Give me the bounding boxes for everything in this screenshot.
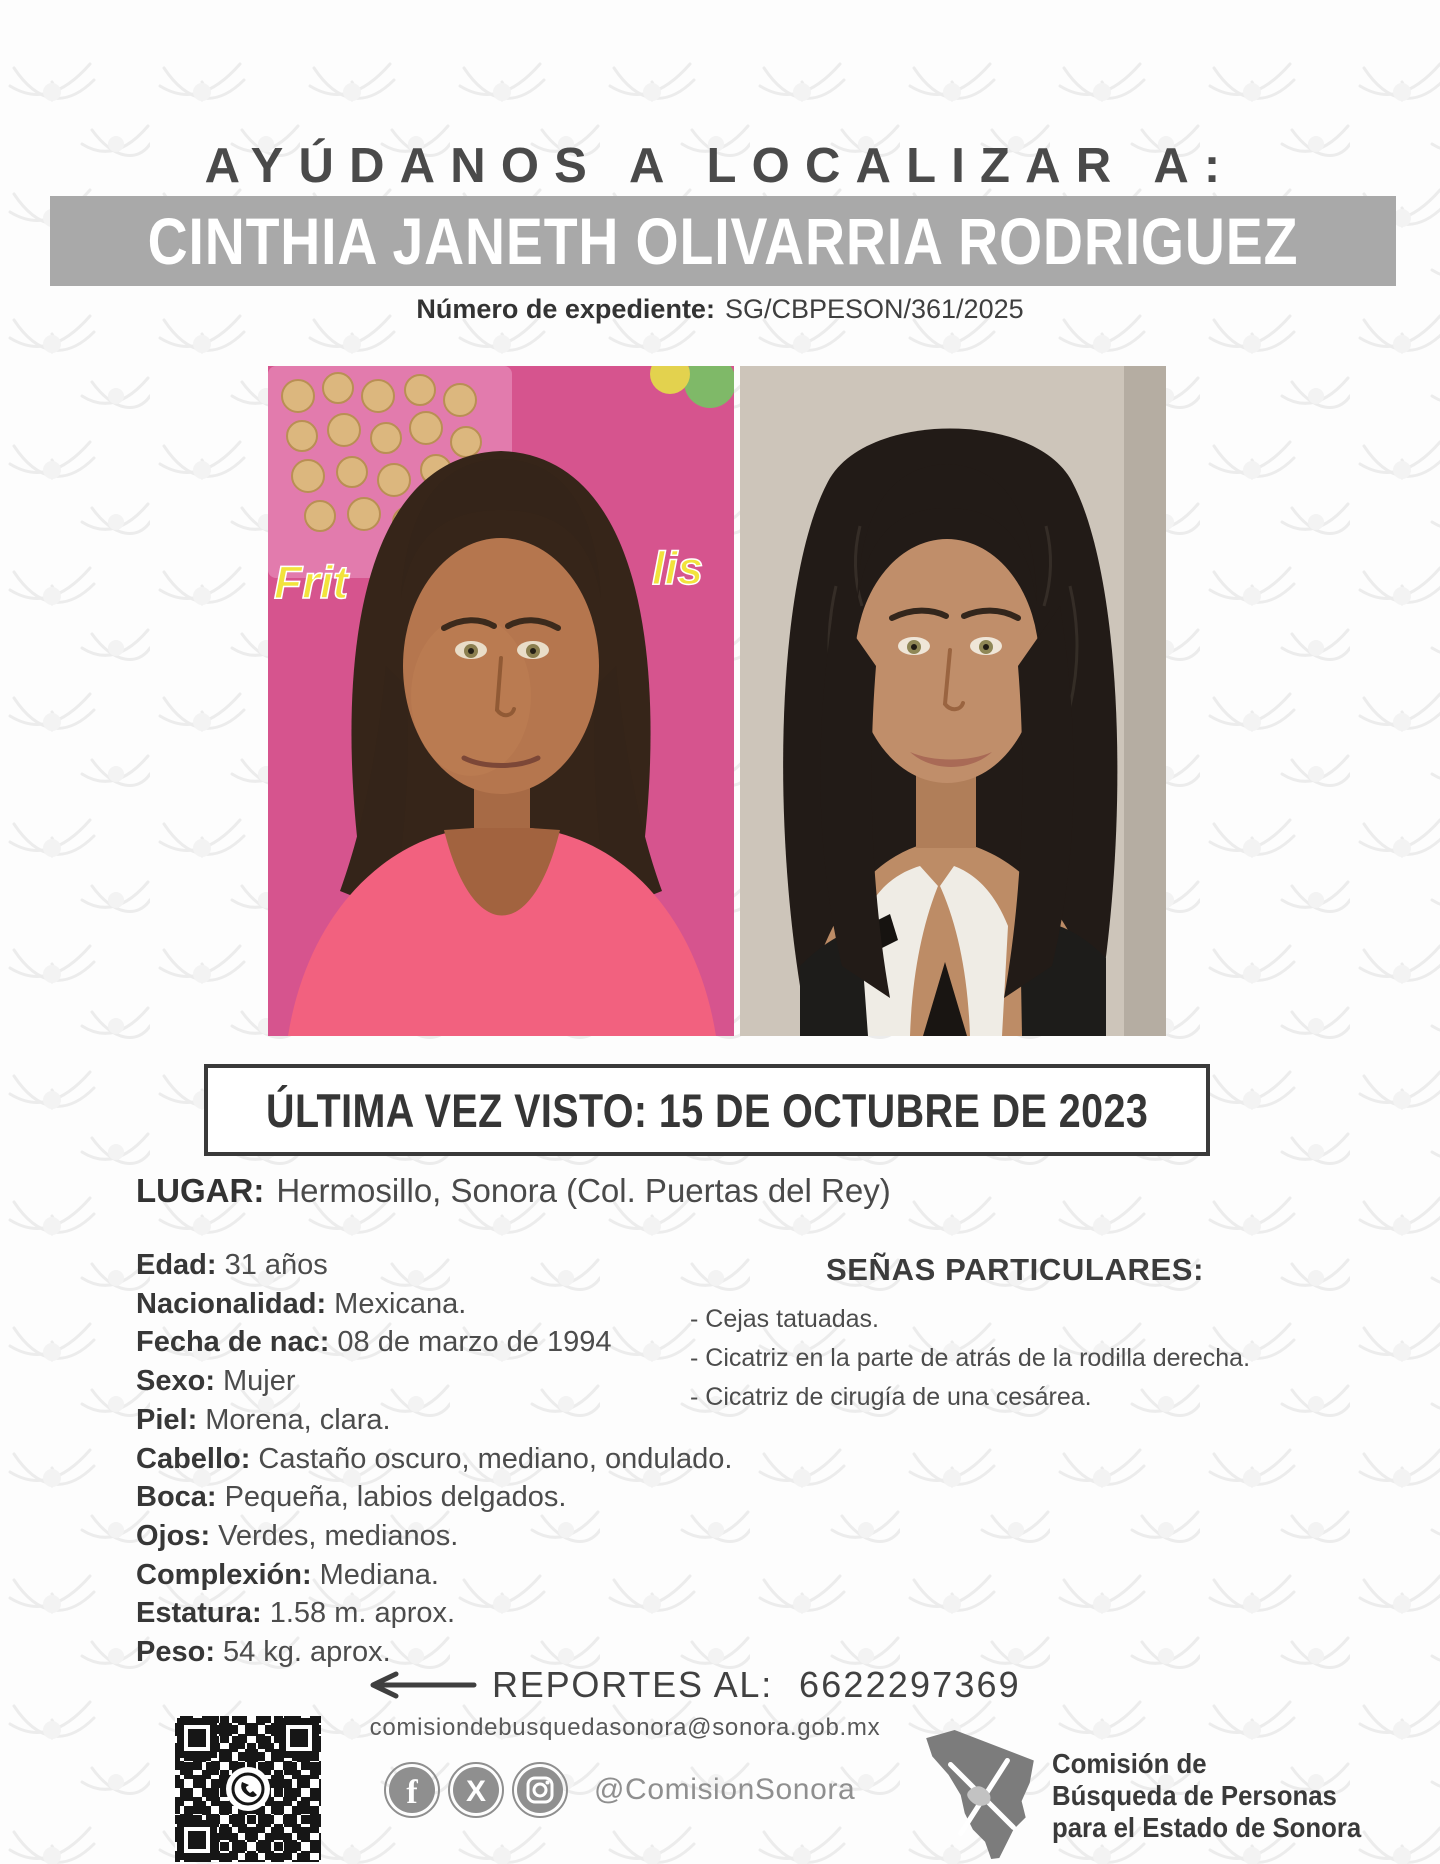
distinguishing-marks-list [690,1300,1310,1417]
whatsapp-icon [226,1767,270,1811]
detail-row: Estatura: 1.58 m. aprox. [136,1597,456,1630]
photo-left [268,366,734,1036]
detail-row: Boca: Pequeña, labios delgados. [136,1481,567,1514]
facebook-icon [384,1762,440,1818]
details-list [136,1246,733,1672]
reports-phone: 6622297369 [799,1664,1021,1705]
mark-item: - Cicatriz en la parte de atrás de la rodilla derecha. [690,1344,1251,1372]
location-line [136,1172,891,1210]
mark-item: - Cicatriz de cirugía de una cesárea. [690,1383,1092,1411]
detail-row: Complexión: Mediana. [136,1558,439,1591]
qr-finder [177,1820,217,1860]
qr-finder [177,1718,217,1758]
social-handle: @ComisionSonora [594,1773,856,1806]
contact-email: comisiondebusquedasonora@sonora.gob.mx [369,1714,881,1741]
detail-row: Peso: 54 kg. aprox. [136,1636,391,1669]
photo-right [740,366,1166,1036]
photo-left-sign-text-1: Frit [274,556,349,608]
detail-row: Fecha de nac: 08 de marzo de 1994 [136,1326,612,1359]
case-number-label: Número de expediente: [416,294,715,324]
instagram-icon [512,1762,568,1818]
case-number-line [0,294,1440,325]
detail-row: Ojos: Verdes, medianos. [136,1519,459,1552]
x-icon [448,1762,504,1818]
left-arrow-icon [366,1671,478,1699]
detail-row: Piel: Morena, clara. [136,1403,391,1436]
commission-name: Comisión de Búsqueda de Personas para el Estado de Sonora [1052,1748,1362,1843]
last-seen-text: ÚLTIMA VEZ VISTO: 15 DE OCTUBRE DE 2023 [265,1083,1149,1137]
reports-label: REPORTES AL: [492,1664,774,1705]
sonora-map-logo [918,1728,1044,1860]
detail-row: Edad: 31 años [136,1249,328,1281]
poster-title: AYÚDANOS A LOCALIZAR A: [204,139,1236,193]
detail-row: Sexo: Mujer [136,1365,296,1398]
mark-item: - Cejas tatuadas. [690,1305,879,1333]
location-label: LUGAR: [136,1172,265,1209]
last-seen-banner [204,1064,1210,1156]
svg-text:X: X [465,1775,487,1808]
svg-text:f: f [406,1774,418,1811]
distinguishing-marks-header: SEÑAS PARTICULARES: [825,1252,1205,1287]
missing-person-name: CINTHIA JANETH OLIVARRIA RODRIGUEZ [147,204,1299,278]
reports-line [366,1664,1021,1706]
qr-code [175,1716,321,1862]
detail-row: Nacionalidad: Mexicana. [136,1287,467,1320]
qr-finder [279,1718,319,1758]
social-row [384,1762,855,1818]
detail-row: Cabello: Castaño oscuro, mediano, ondulado. [136,1442,733,1475]
name-banner [50,196,1396,286]
location-value: Hermosillo, Sonora (Col. Puertas del Rey) [276,1172,891,1209]
case-number-value: SG/CBPESON/361/2025 [724,294,1024,324]
photo-left-sign-text-2: lis [652,542,704,594]
